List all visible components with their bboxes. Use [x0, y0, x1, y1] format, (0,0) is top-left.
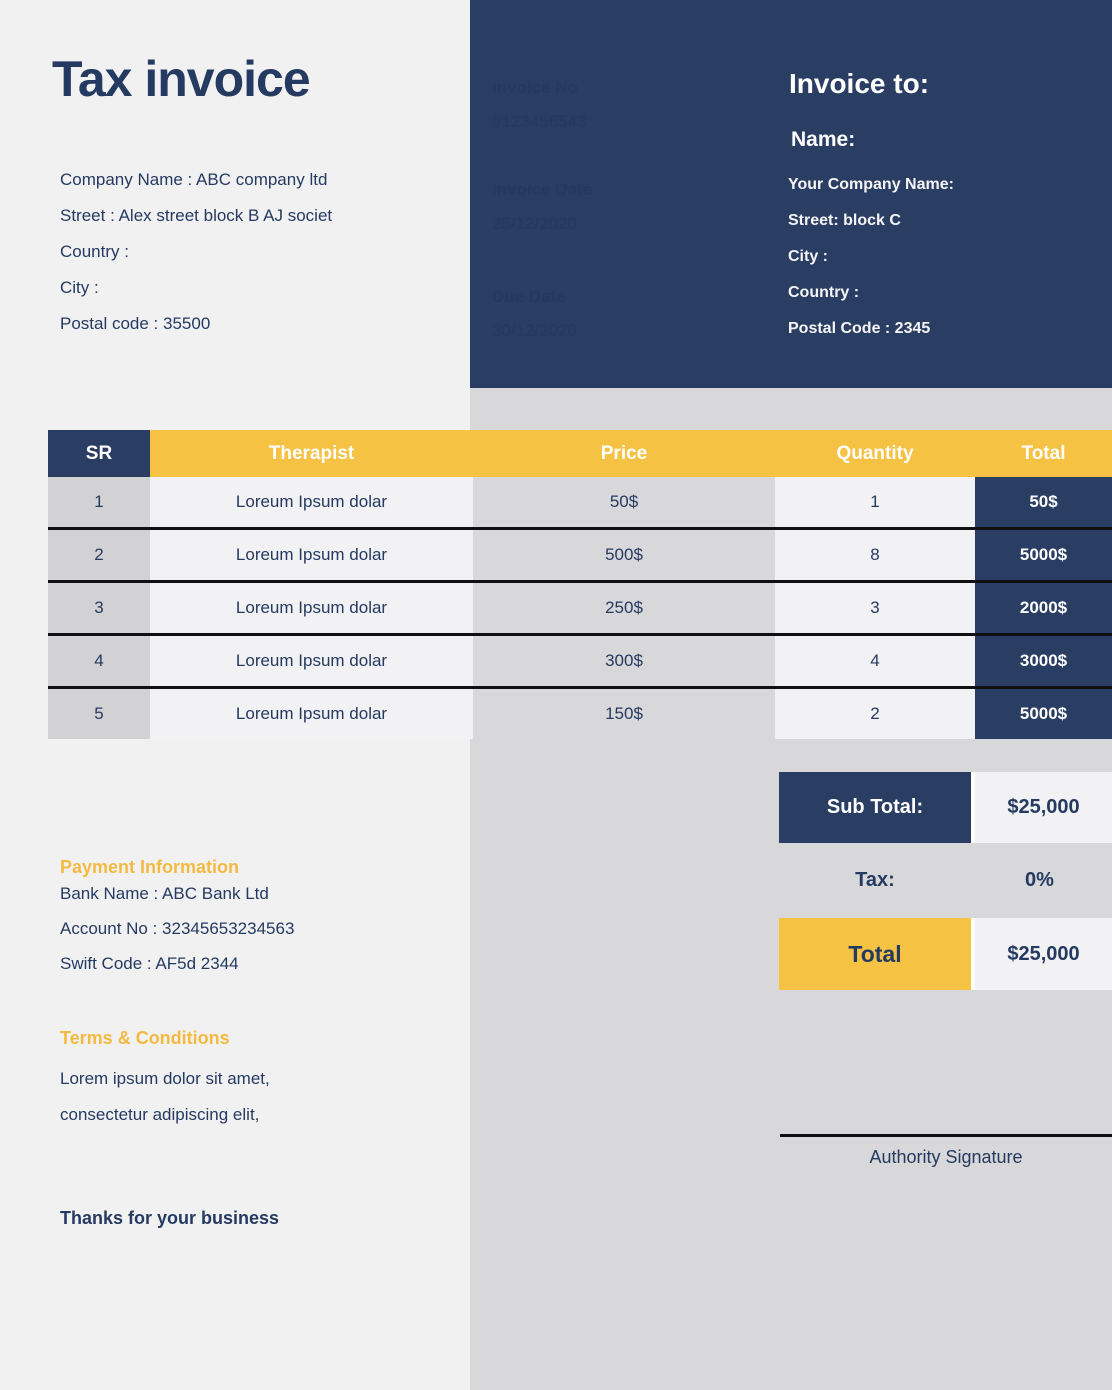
cell-total: 2000$	[975, 583, 1112, 633]
authority-signature-label: Authority Signature	[869, 1147, 1023, 1167]
subtotal-row	[779, 772, 1112, 843]
recipient-address-block	[788, 176, 954, 356]
cell-sr: 3	[48, 583, 150, 633]
header-price: Price	[473, 430, 775, 477]
terms-line-1: Lorem ipsum dolor sit amet,	[60, 1069, 270, 1088]
payment-information-heading: Payment Information	[60, 857, 240, 877]
table-row	[48, 633, 1112, 686]
tax-label: Tax:	[855, 869, 895, 891]
tax-row	[779, 843, 1112, 918]
bank-name-line: Bank Name : ABC Bank Ltd	[60, 884, 269, 903]
cell-therapist: Loreum Ipsum dolar	[150, 530, 473, 580]
total-label: Total	[779, 918, 975, 990]
thanks-message: Thanks for your business	[60, 1208, 280, 1228]
terms-conditions-block	[60, 1028, 270, 1124]
sender-company: Company Name : ABC company ltd	[60, 170, 328, 189]
cell-total: 50$	[975, 477, 1112, 527]
total-value: $25,000	[975, 918, 1112, 990]
cell-sr: 2	[48, 530, 150, 580]
header-therapist: Therapist	[150, 430, 473, 477]
subtotal-label: Sub Total:	[779, 772, 975, 843]
recipient-city: City :	[788, 248, 828, 265]
header-quantity: Quantity	[775, 430, 975, 477]
sender-country: Country :	[60, 242, 129, 261]
invoice-date-value: 25/12/2020	[492, 214, 578, 233]
cell-quantity: 8	[775, 530, 975, 580]
total-row	[779, 918, 1112, 990]
cell-therapist: Loreum Ipsum dolar	[150, 477, 473, 527]
recipient-country: Country :	[788, 284, 860, 301]
cell-therapist: Loreum Ipsum dolar	[150, 689, 473, 739]
table-header-row	[48, 430, 1112, 477]
tax-value: 0%	[1025, 869, 1054, 891]
invoice-to-heading: Invoice to:	[789, 68, 930, 99]
sender-city: City :	[60, 278, 99, 297]
table-row	[48, 686, 1112, 739]
cell-price: 500$	[473, 530, 775, 580]
recipient-name-label: Name:	[791, 128, 856, 151]
sender-postal: Postal code : 35500	[60, 314, 211, 333]
cell-total: 5000$	[975, 530, 1112, 580]
sender-address-block	[60, 170, 332, 350]
cell-quantity: 4	[775, 636, 975, 686]
table-row	[48, 477, 1112, 527]
recipient-postal: Postal Code : 2345	[788, 320, 931, 337]
cell-sr: 5	[48, 689, 150, 739]
cell-price: 300$	[473, 636, 775, 686]
payment-information-block	[60, 857, 294, 973]
swift-code-line: Swift Code : AF5d 2344	[60, 954, 239, 973]
table-row	[48, 527, 1112, 580]
invoice-no-value: #123456543	[492, 112, 587, 131]
cell-quantity: 2	[775, 689, 975, 739]
items-table	[48, 430, 1112, 739]
cell-therapist: Loreum Ipsum dolar	[150, 583, 473, 633]
cell-therapist: Loreum Ipsum dolar	[150, 636, 473, 686]
due-date-label: Due Date	[492, 287, 566, 306]
recipient-street: Street: block C	[788, 212, 901, 229]
terms-line-2: consectetur adipiscing elit,	[60, 1105, 260, 1124]
cell-quantity: 3	[775, 583, 975, 633]
sender-street: Street : Alex street block B AJ societ	[60, 206, 333, 225]
page-title: Tax invoice	[52, 51, 310, 107]
cell-quantity: 1	[775, 477, 975, 527]
subtotal-value: $25,000	[975, 772, 1112, 843]
cell-sr: 1	[48, 477, 150, 527]
invoice-meta-block	[492, 78, 592, 341]
header-sr: SR	[48, 430, 150, 477]
header-total: Total	[975, 430, 1112, 477]
account-no-line: Account No : 32345653234563	[60, 919, 295, 938]
cell-price: 150$	[473, 689, 775, 739]
cell-total: 5000$	[975, 689, 1112, 739]
table-row	[48, 580, 1112, 633]
recipient-company: Your Company Name:	[788, 176, 954, 193]
terms-conditions-heading: Terms & Conditions	[60, 1028, 230, 1048]
cell-price: 250$	[473, 583, 775, 633]
cell-price: 50$	[473, 477, 775, 527]
invoice-no-label: Invoice No	[492, 78, 578, 97]
due-date-value: 30/12/2020	[492, 321, 578, 340]
signature-line	[780, 1134, 1112, 1137]
cell-total: 3000$	[975, 636, 1112, 686]
invoice-date-label: Invoice Date	[492, 180, 593, 199]
cell-sr: 4	[48, 636, 150, 686]
